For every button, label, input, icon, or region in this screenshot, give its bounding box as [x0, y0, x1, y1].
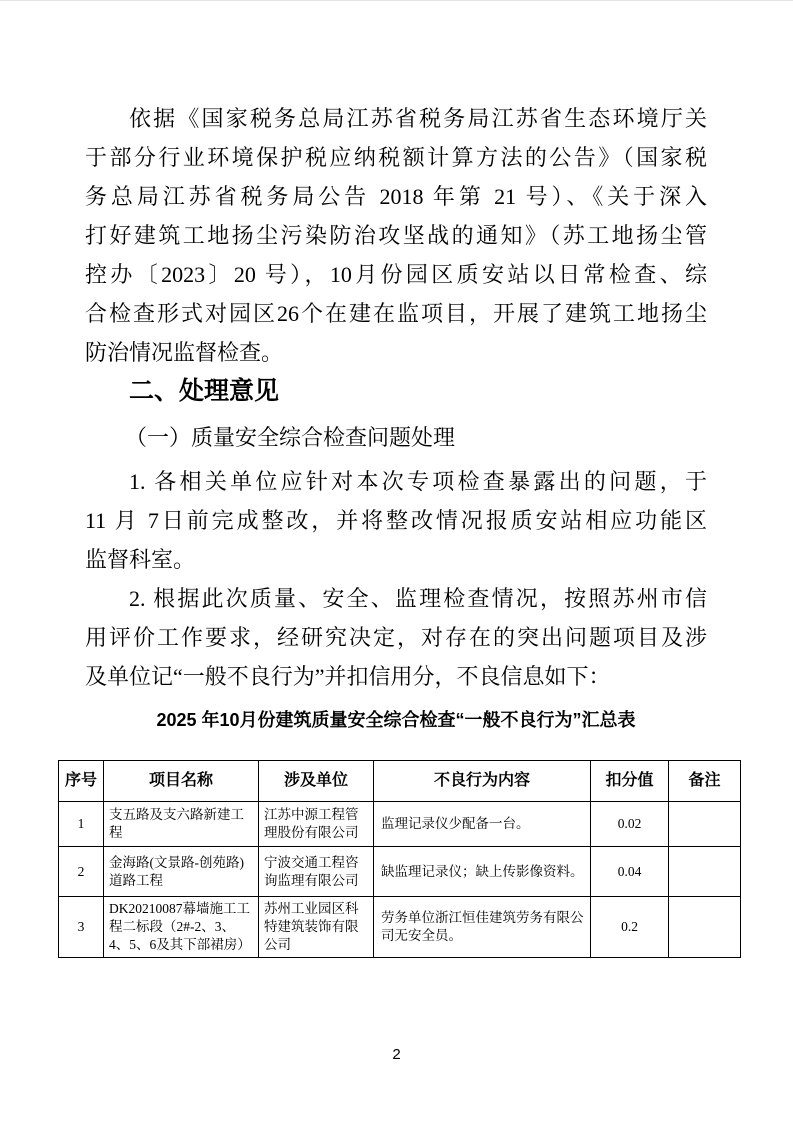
subsection-heading: （一）质量安全综合检查问题处理: [125, 425, 456, 450]
page-number-footer: [0, 1045, 793, 1065]
cell-score: 0.02: [591, 802, 669, 847]
document-content: [64, 99, 721, 958]
text-line: 用评价工作要求，经研究决定，对存在的突出问题项目及涉: [85, 625, 707, 650]
text-line: 控办〔2023〕20 号），10月份园区质安站以日常检查、综: [85, 262, 707, 287]
page-number: 2: [392, 1046, 401, 1063]
text-line: 依据《国家税务总局江苏省税务局江苏省生态环境厅关: [129, 106, 707, 131]
cell-behavior: 缺监理记录仪；缺上传影像资料。: [374, 847, 591, 897]
text-line: 监督科室。: [85, 547, 196, 572]
cell-unit: 苏州工业园区科特建筑装饰有限公司: [259, 897, 374, 958]
cell-behavior: 劳务单位浙江恒佳建筑劳务有限公司无安全员。: [374, 897, 591, 958]
table-body: [59, 802, 741, 958]
cell-score: 0.04: [591, 847, 669, 897]
text-line: 于部分行业环境保护税应纳税额计算方法的公告》（国家税: [85, 145, 707, 170]
cell-unit: 宁波交通工程咨询监理有限公司: [259, 847, 374, 897]
summary-table: [58, 760, 741, 958]
header-cell: 备注: [669, 761, 741, 802]
text-line: 1. 各相关单位应针对本次专项检查暴露出的问题，于: [129, 469, 707, 494]
cell-remark: [669, 802, 741, 847]
cell-project: 支五路及支六路新建工程: [104, 802, 259, 847]
table-row: [59, 802, 741, 847]
table-row: [59, 847, 741, 897]
cell-project: 金海路(文景路-创苑路)道路工程: [104, 847, 259, 897]
text-line: 务总局江苏省税务局公告 2018 年第 21 号）、《关于深入: [85, 184, 707, 209]
header-cell: 涉及单位: [259, 761, 374, 802]
cell-no: 2: [59, 847, 104, 897]
text-line: 11 月 7日前完成整改，并将整改情况报质安站相应功能区: [85, 508, 707, 533]
text-line: 及单位记“一般不良行为”并扣信用分，不良信息如下：: [85, 664, 611, 689]
paragraph-rectification: [85, 462, 707, 579]
text-line: 合检查形式对园区26个在建在监项目，开展了建筑工地扬尘: [85, 301, 707, 326]
text-line: 防治情况监督检查。: [85, 340, 284, 365]
paragraph-intro: [85, 99, 707, 372]
cell-project: DK20210087幕墙施工工程二标段（2#-2、3、4、5、6及其下部裙房）: [104, 897, 259, 958]
cell-no: 3: [59, 897, 104, 958]
cell-score: 0.2: [591, 897, 669, 958]
paragraph-credit: [85, 579, 707, 696]
table-title: 2025 年10月份建筑质量安全综合检查“一般不良行为”汇总表: [156, 710, 636, 730]
cell-remark: [669, 897, 741, 958]
section-heading: 二、处理意见: [129, 377, 280, 405]
header-cell: 序号: [59, 761, 104, 802]
header-cell: 扣分值: [591, 761, 669, 802]
table-row: [59, 897, 741, 958]
table-header-row: [59, 761, 741, 802]
cell-no: 1: [59, 802, 104, 847]
header-cell: 不良行为内容: [374, 761, 591, 802]
text-line: 2. 根据此次质量、安全、监理检查情况，按照苏州市信: [129, 586, 707, 611]
cell-unit: 江苏中源工程管理股份有限公司: [259, 802, 374, 847]
cell-behavior: 监理记录仪少配备一台。: [374, 802, 591, 847]
header-cell: 项目名称: [104, 761, 259, 802]
cell-remark: [669, 847, 741, 897]
text-line: 打好建筑工地扬尘污染防治攻坚战的通知》（苏工地扬尘管: [85, 223, 707, 248]
